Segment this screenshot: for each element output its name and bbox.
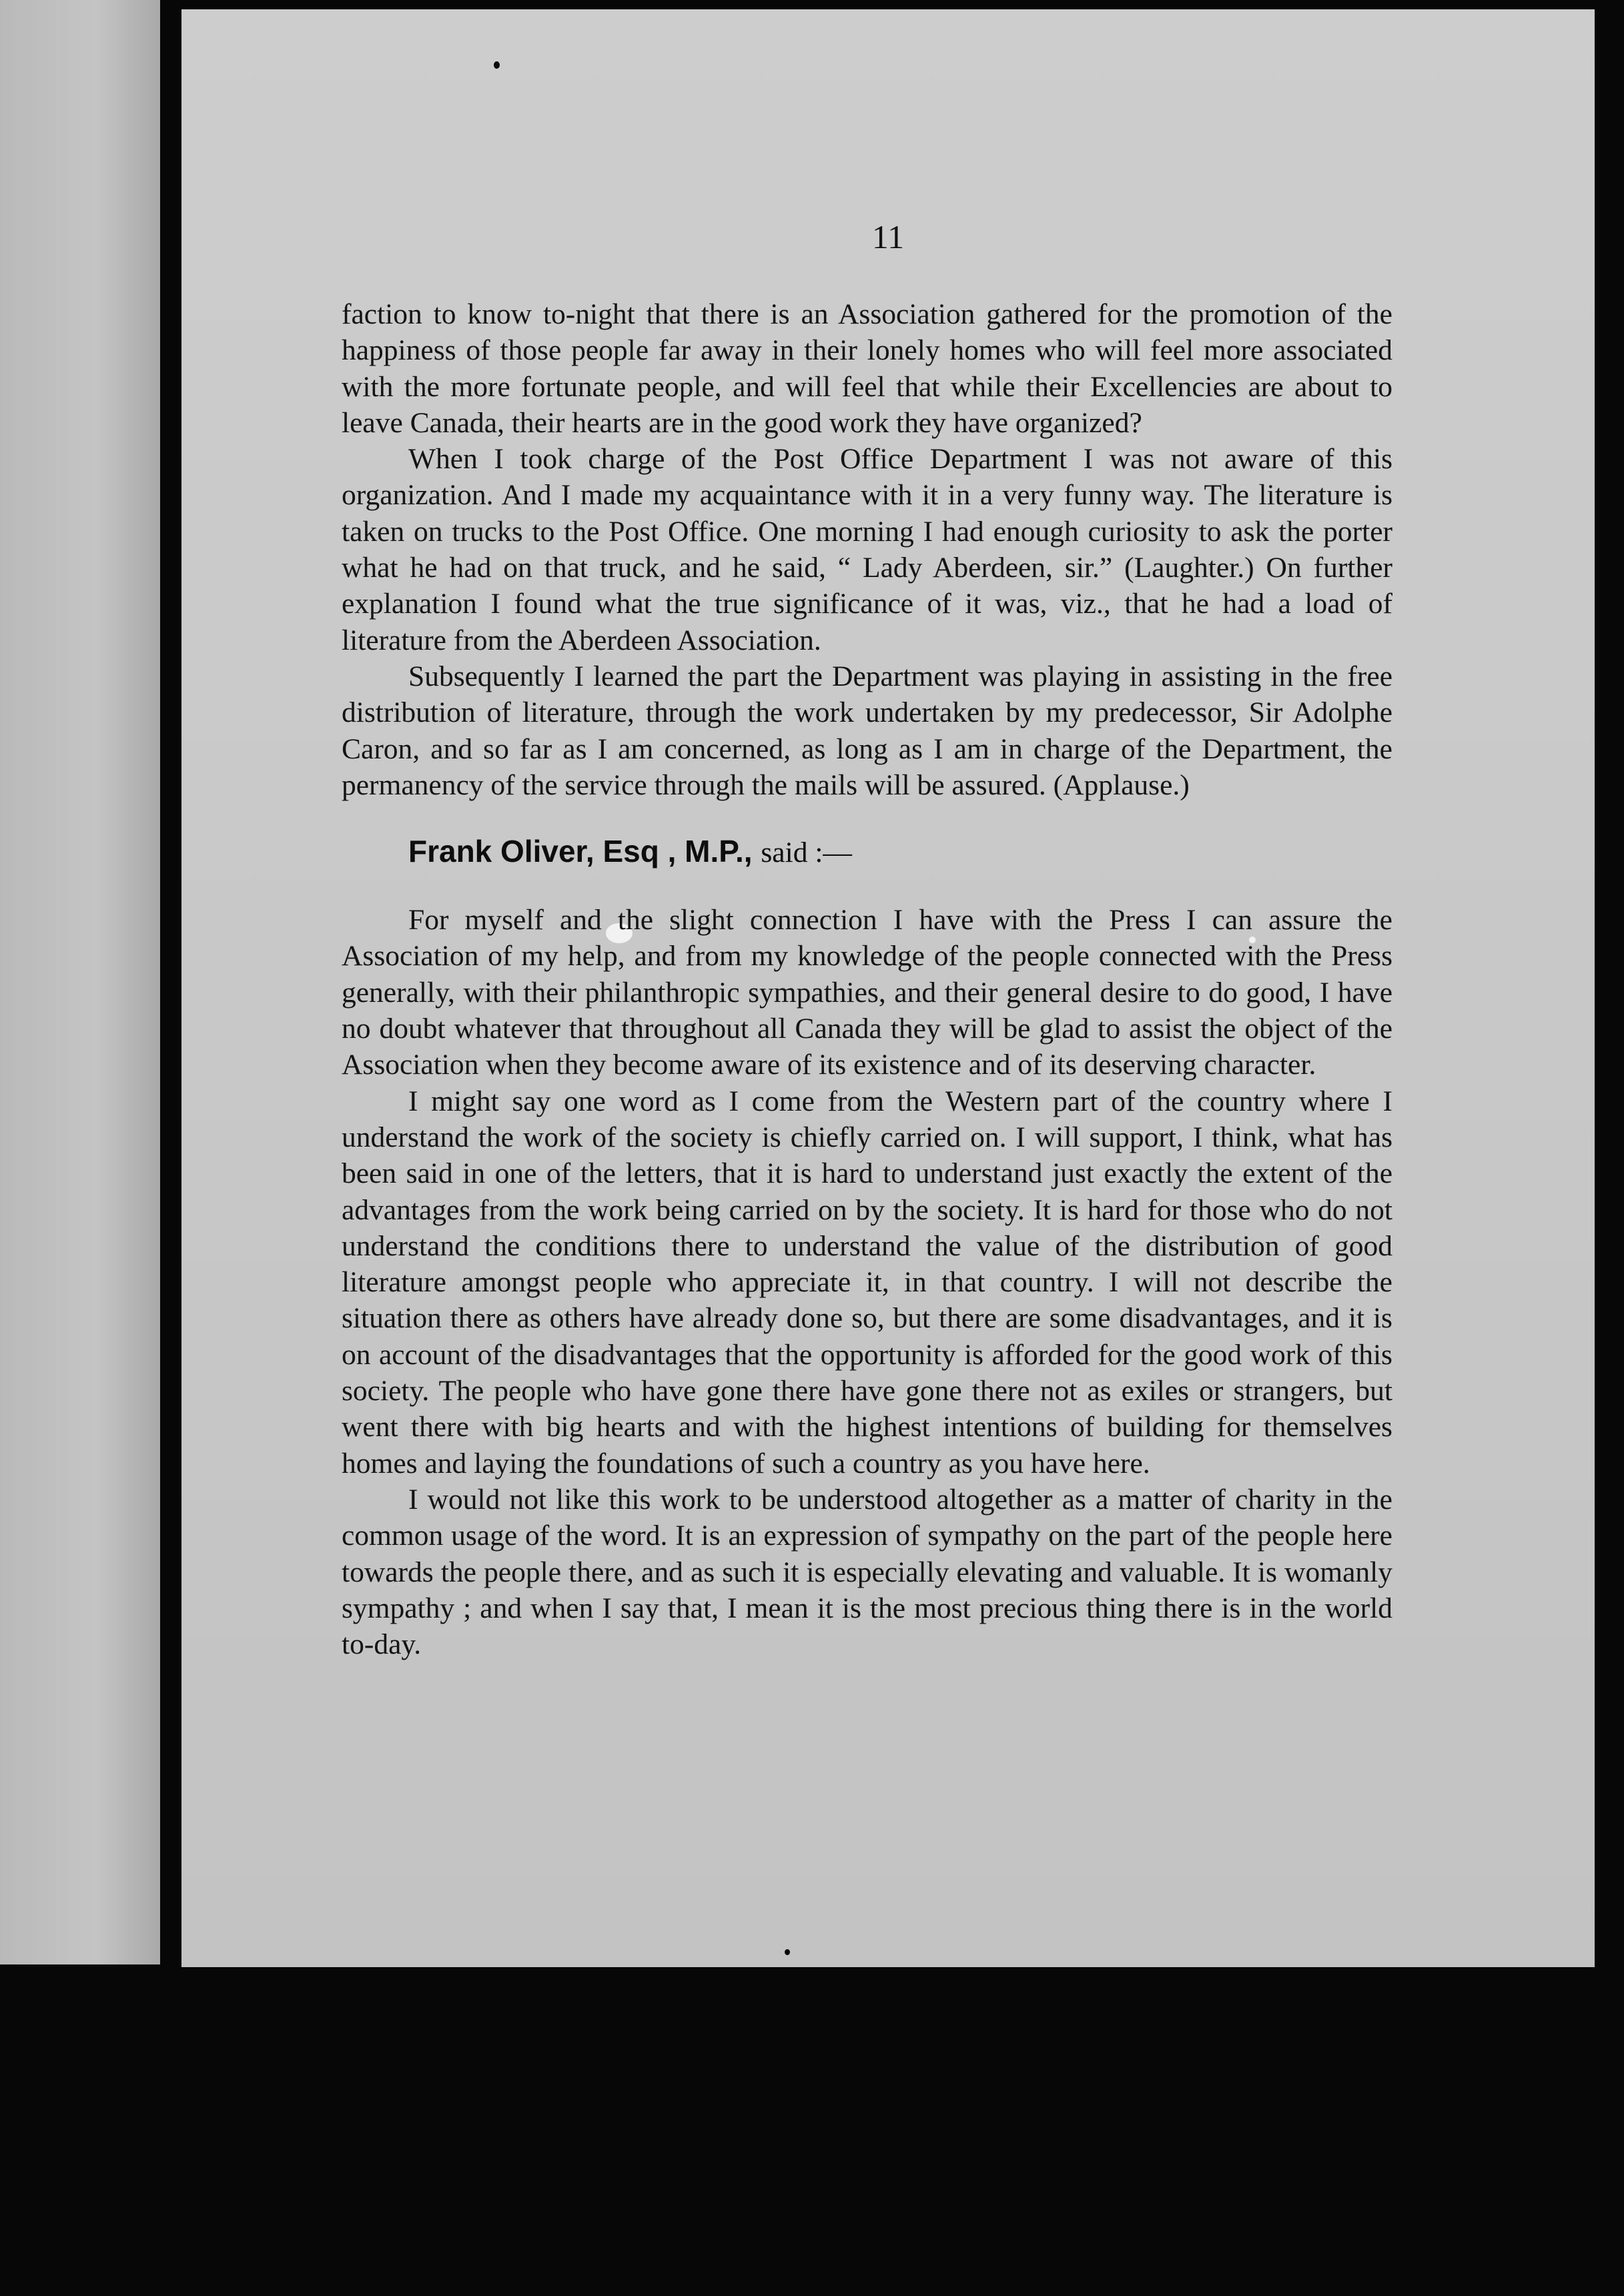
paragraph: For myself and the slight connection I have with the Press I can assure the Association of my help, and from my knowledge of the people connected with the Press generally, with their philanthropic sympathies, and their general desire to do good, I have no doubt whatever that throughout all Canada they will be glad to assist the object of the Association when they become aware of its existence and of its deserving character. xyxy=(342,904,1392,1081)
adjacent-page-edge xyxy=(0,0,160,1964)
page-number: 11 xyxy=(871,218,905,255)
paragraph: When I took charge of the Post Office Department I was not aware of this organization. And I made my acquaintance with it in a very funny way. The literature is taken on trucks to the Post Office. One morning I had enough curiosity to ask the porter what he had on that truck, and he said, “ Lady Aberdeen, sir.” (Laughter.) On further explanation I found what the true significance of it was, viz., that he had a load of literature from the Aberdeen Association. xyxy=(342,443,1392,656)
paragraph: I would not like this work to be understood altogether as a matter of charity in the common usage of the word. It is an expression of sympathy on the part of the people here towards the people there, and as such it is especially elevating and valuable. It is womanly sympathy ; and when I say that, I mean it is the most precious thing there is in the world to-day. xyxy=(342,1483,1392,1661)
scan-speck xyxy=(494,61,500,69)
paragraph: Subsequently I learned the part the Department was playing in assisting in the free distribution of literature, through the work undertaken by my predecessor, Sir Adolphe Caron, and so far as I am concerned, as long as I am in charge of the Department, the permanency of the service through the mails will be assured. (Applause.) xyxy=(342,660,1392,801)
speaker-said: said :— xyxy=(761,836,852,869)
speaker-heading xyxy=(342,831,1392,873)
speaker-name: Frank Oliver, Esq , M.P., xyxy=(408,834,753,869)
paragraph: I might say one word as I come from the Western part of the country where I understand the work of the society is chiefly carried on. I will support, I think, what has been said in one of the letters, that it is hard to understand just exactly the extent of the advantages from the work being carried on by the society. It is hard for those who do not understand the conditions there to understand the value of the distribution of good literature amongst people who appreciate it, in that country. I will not describe the situation there as others have already done so, but there are some disadvantages, and it is on account of the disadvantages that the opportunity is afforded for the good work of this society. The people who have gone there have gone there not as exiles or strangers, but went there with big hearts and with the highest intentions of building for themselves homes and laying the foundations of such a country as you have here. xyxy=(342,1085,1392,1480)
document-page xyxy=(181,9,1595,1967)
paragraph: faction to know to-night that there is an Association gathered for the promotion of the happiness of those people far away in their lonely homes who will feel more associated with the more fortunate people, and will feel that while their Excellencies are about to leave Canada, their hearts are in the good work they have organized? xyxy=(342,298,1392,439)
document-body xyxy=(342,296,1392,1662)
scan-speck xyxy=(785,1949,790,1955)
